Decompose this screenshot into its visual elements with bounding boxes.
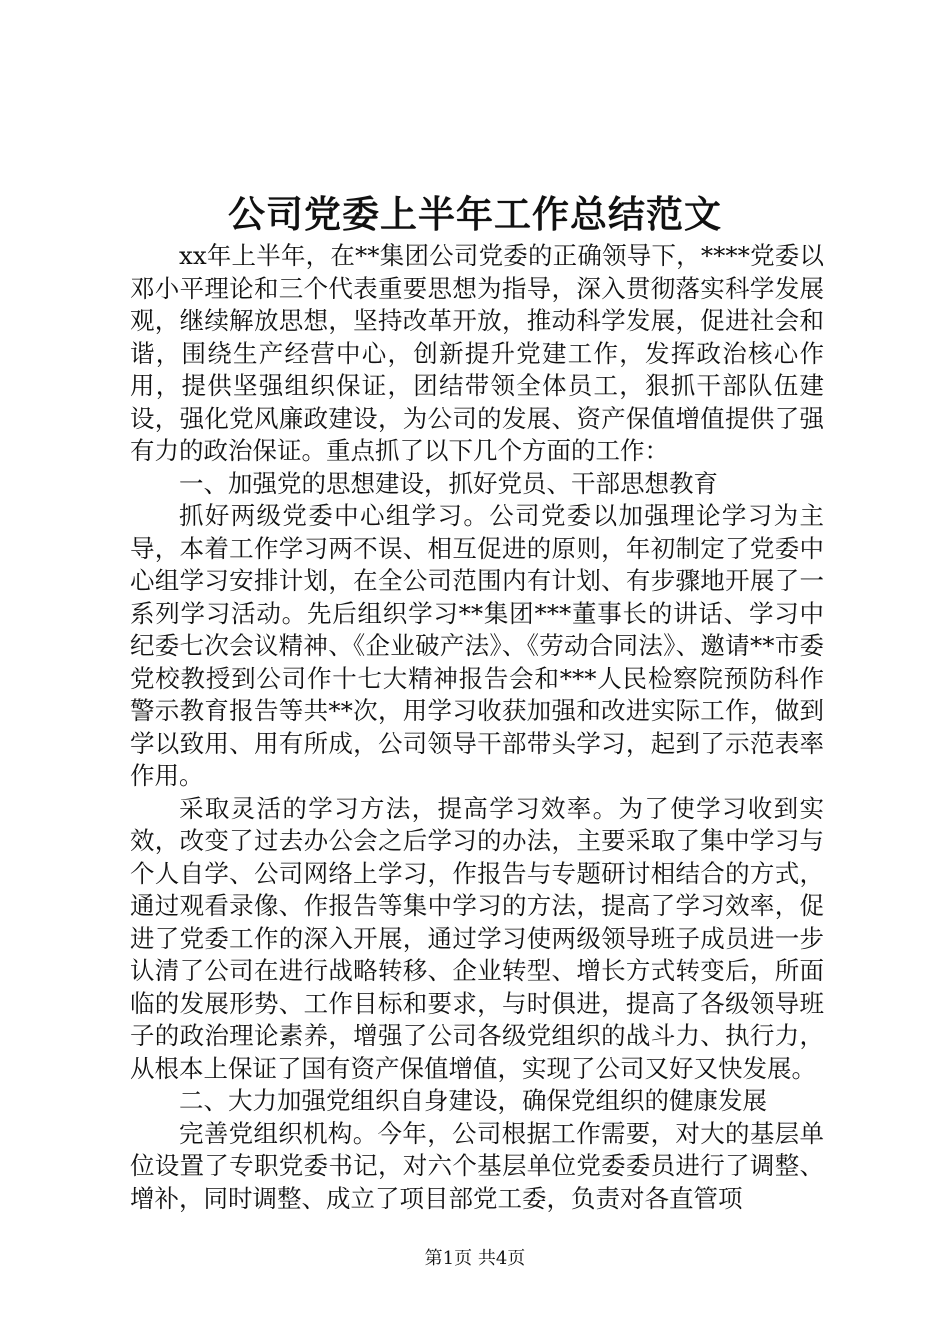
body-paragraph: 抓好两级党委中心组学习。公司党委以加强理论学习为主导，本着工作学习两不误、相互促进的原则，年初制定了党委中心组学习安排计划，在全公司范围内有计划、有步骤地开展了一系列学习活动。先后组织学习**集团***董事长的讲话、学习中纪委七次会议精神、《企业破产法》、《劳动合同法》、邀请**市委党校教授到公司作十七大精神报告会和***人民检察院预防科作警示教育报告等共**次，用学习收获加强和改进实际工作，做到学以致用、用有所成，公司领导干部带头学习，起到了示范表率作用。 (130, 501, 824, 790)
section-heading-1: 一、加强党的思想建设，抓好党员、干部思想教育 (179, 468, 718, 498)
section-heading-2: 二、大力加强党组织自身建设，确保党组织的健康发展 (179, 1086, 767, 1115)
body-paragraph: 采取灵活的学习方法，提高学习效率。为了使学习收到实效，改变了过去办公会之后学习的办法，主要采取了集中学习与个人自学、公司网络上学习，作报告与专题研讨相结合的方式，通过观看录像、作报告等集中学习的方法，提高了学习效率，促进了党委工作的深入开展，通过学习使两级领导班子成员进一步认清了公司在进行战略转移、企业转型、增长方式转变后，所面临的发展形势、工作目标和要求，与时俱进，提高了各级领导班子的政治理论素养，增强了公司各级党组织的战斗力、执行力，从根本上保证了国有资产保值增值，实现了公司又好又快发展。 (130, 793, 824, 1083)
page-number-footer: 第1页 共4页 (424, 1248, 526, 1269)
document-body (130, 240, 824, 1215)
body-paragraph: 完善党组织机构。今年，公司根据工作需要，对大的基层单位设置了专职党委书记，对六个基层单位党委委员进行了调整、增补，同时调整、成立了项目部党工委，负责对各直管项 (130, 1118, 824, 1213)
intro-paragraph: xx年上半年，在**集团公司党委的正确领导下，****党委以邓小平理论和三个代表重要思想为指导，深入贯彻落实科学发展观，继续解放思想，坚持改革开放，推动科学发展，促进社会和谐，围绕生产经营中心，创新提升党建工作，发挥政治核心作用，提供坚强组织保证，团结带领全体员工，狠抓干部队伍建设，强化党风廉政建设，为公司的发展、资产保值增值提供了强有力的政治保证。重点抓了以下几个方面的工作： (130, 241, 824, 465)
document-title: 公司党委上半年工作总结范文 (228, 192, 722, 236)
